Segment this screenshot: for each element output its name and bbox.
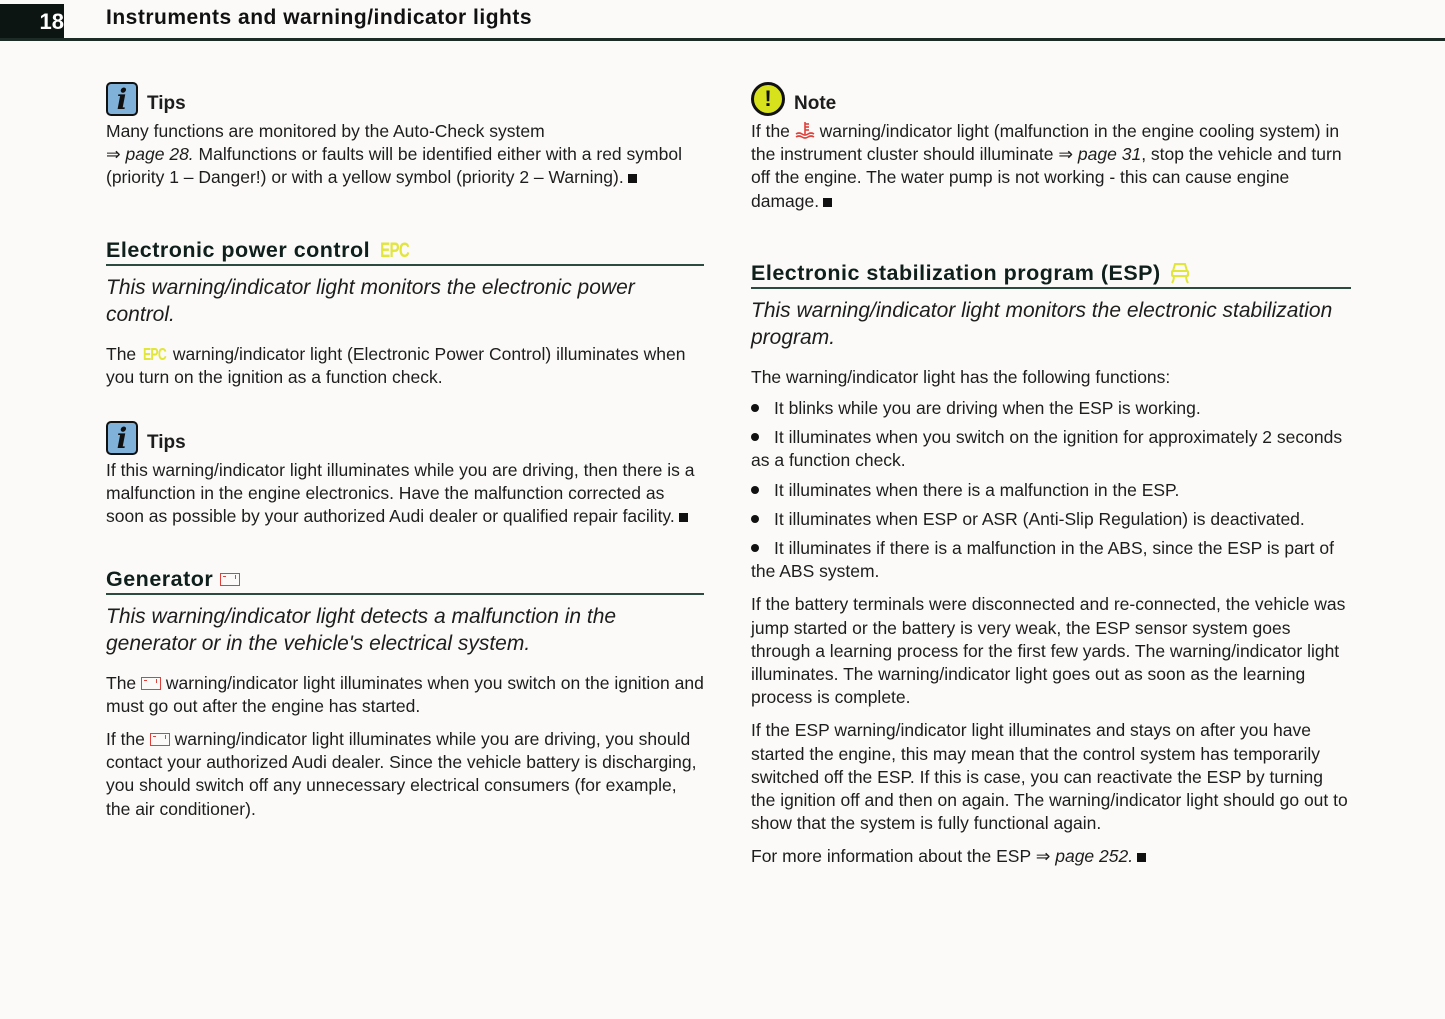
arrow-icon: ⇒ xyxy=(1058,144,1074,165)
chapter-title: Instruments and warning/indicator lights xyxy=(106,6,533,29)
tips-label: Tips xyxy=(147,432,186,454)
more-info: For more information about the ESP ⇒ page 252. xyxy=(751,845,1351,868)
epc-icon: EPC xyxy=(379,237,409,262)
bullet-icon xyxy=(751,433,759,441)
tips-text: Many functions are monitored by the Auto-Check system ⇒ page 28. Malfunctions or faults will be identified either with a red symbol (priority 1 – Danger!) or with a yellow symbol (priority 2 – Warning). xyxy=(106,121,682,188)
section-body: The EPC warning/indicator light (Electronic Power Control) illuminates when you turn on the ignition as a function check. xyxy=(106,343,686,387)
skid-car-icon xyxy=(1167,261,1193,285)
note-text: If the warning/indicator light (malfunction in the engine cooling system) in the instrument cluster should illuminate ⇒ page 31, stop the vehicle and turn off the engine. The water pump is not working - this can cause engine damage. xyxy=(751,121,1342,211)
section-body: If the battery terminals were disconnected and re-connected, the vehicle was jump started or the battery is very weak, the ESP sensor system goes through a learning process for the first few yards. The warning/indicator light illuminates. The warning/indicator light goes out as soon as the learning process is complete. xyxy=(751,594,1346,708)
tips-box-epc xyxy=(106,409,704,529)
info-icon: i xyxy=(106,421,138,455)
list-item: It illuminates if there is a malfunction in the ABS, since the ESP is part of the ABS system. xyxy=(751,538,1334,582)
page-link[interactable]: page 31 xyxy=(1077,144,1142,165)
page-number: 18 xyxy=(0,4,64,38)
tips-text: If this warning/indicator light illuminates while you are driving, then there is a malfunction in the engine electronics. Have the malfunction corrected as soon as possible by your authorized Audi dealer or qualified repair facility. xyxy=(106,460,695,527)
list-item: It illuminates when you switch on the ignition for approximately 2 seconds as a function check. xyxy=(751,427,1343,471)
section-epc xyxy=(106,238,704,389)
list-item: It illuminates when there is a malfunction in the ESP. xyxy=(751,479,1351,502)
section-heading: Generator xyxy=(106,567,704,595)
page-link[interactable]: page 252. xyxy=(1055,846,1134,867)
left-column xyxy=(106,70,704,821)
section-heading: Electronic power control EPC xyxy=(106,238,704,266)
list-item: It blinks while you are driving when the ESP is working. xyxy=(751,397,1351,420)
bullet-icon xyxy=(751,486,759,494)
coolant-temperature-icon xyxy=(795,121,815,139)
battery-icon xyxy=(141,677,161,690)
note-label: Note xyxy=(794,93,837,114)
end-mark-icon xyxy=(823,198,832,207)
section-body: If the ESP warning/indicator light illuminates and stays on after you have started the engine, this may mean that the control system has temporarily switched off the ESP. If this is case, you can reactivate the ESP by turning the ignition off and then on again. The warning/indicator light should go out to show that the system is fully functional again. xyxy=(751,720,1348,834)
section-intro: This warning/indicator light monitors the electronic power control. xyxy=(106,275,635,327)
tips-box-autocheck xyxy=(106,70,704,190)
end-mark-icon xyxy=(1137,853,1146,862)
section-intro: This warning/indicator light detects a malfunction in the generator or in the vehicle's electrical system. xyxy=(106,604,617,656)
section-body: If the warning/indicator light illuminates while you are driving, you should contact your authorized Audi dealer. Since the vehicle battery is discharging, you should switch off any unnecessary electrical consumers (for example, the air conditioner). xyxy=(106,729,697,819)
bullet-icon xyxy=(751,404,759,412)
arrow-icon: ⇒ xyxy=(1035,846,1051,867)
epc-icon: EPC xyxy=(142,343,167,364)
info-icon: i xyxy=(106,82,138,116)
section-generator xyxy=(106,567,704,821)
exclamation-icon: ! xyxy=(751,82,785,116)
list-item: It illuminates when ESP or ASR (Anti-Slip Regulation) is deactivated. xyxy=(751,508,1351,531)
bullet-icon xyxy=(751,515,759,523)
section-heading: Electronic stabilization program (ESP) xyxy=(751,261,1351,289)
tips-label: Tips xyxy=(147,93,186,114)
page-header xyxy=(0,0,1445,41)
section-esp xyxy=(751,261,1351,869)
section-lead: The warning/indicator light has the following functions: xyxy=(751,366,1171,387)
end-mark-icon xyxy=(679,513,688,522)
right-column xyxy=(751,70,1351,869)
note-box xyxy=(751,70,1351,213)
page-link[interactable]: page 28. xyxy=(125,144,194,165)
section-intro: This warning/indicator light monitors the electronic stabilization program. xyxy=(751,298,1333,350)
section-body: The warning/indicator light illuminates when you switch on the ignition and must go out after the engine has started. xyxy=(106,672,704,716)
bullet-icon xyxy=(751,544,759,552)
battery-icon xyxy=(220,573,240,586)
battery-icon xyxy=(150,733,170,746)
arrow-icon: ⇒ xyxy=(106,144,121,165)
function-list xyxy=(751,397,1351,583)
end-mark-icon xyxy=(628,174,637,183)
